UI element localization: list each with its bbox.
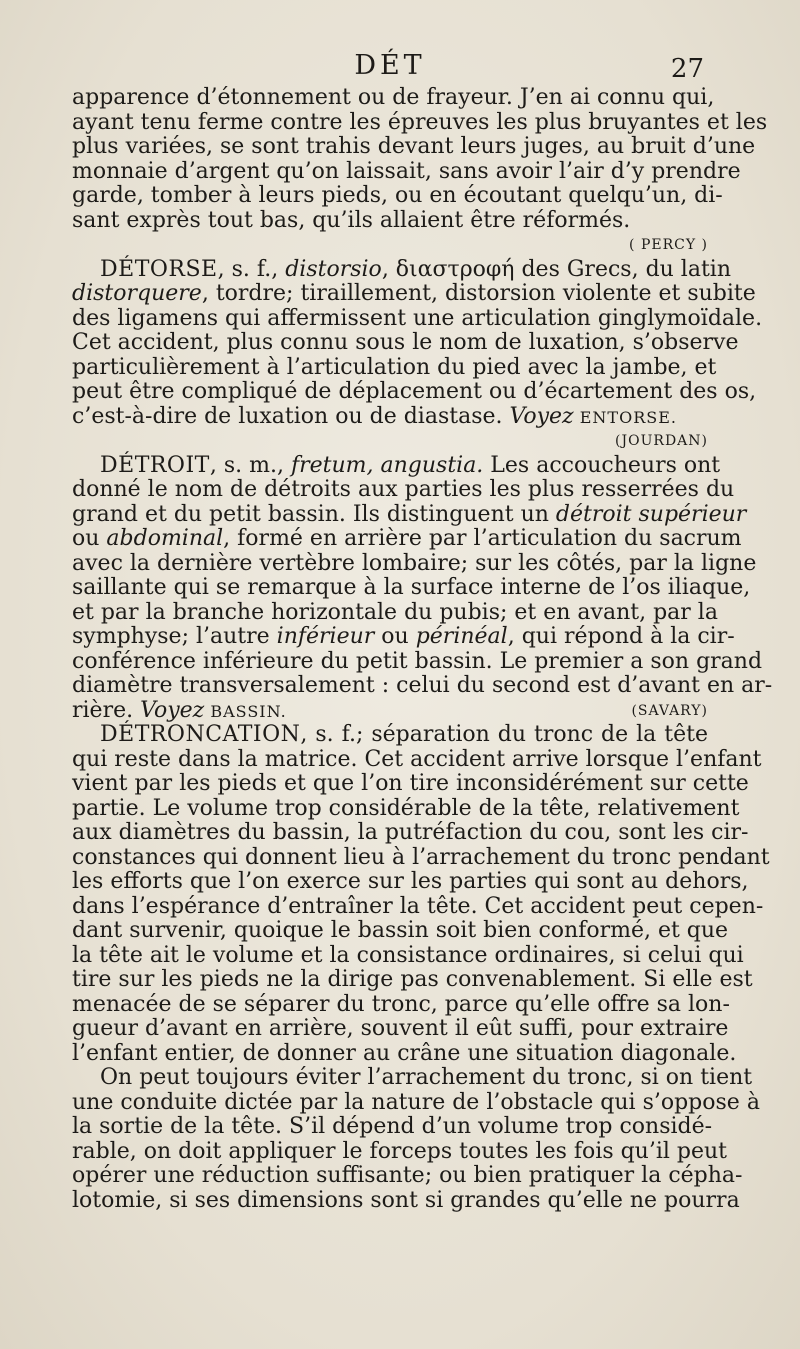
author-signature: ( PERCY ) [629,237,708,253]
latin-term: fretum, angustia. [290,452,484,478]
text-line: sant exprès tout bas, qu’ils allaient être réformés. [72,207,631,233]
text-line: diamètre transversalement : celui du second est d’avant en ar- [72,673,773,698]
text-line: peut être compliqué de déplacement ou d’écartement des os, [72,379,757,404]
entry-detorse [72,256,763,454]
text-line: saillante qui se remarque à la surface interne de l’os iliaque, [72,575,751,600]
italic-term: périnéal [415,624,508,649]
page-body [72,85,773,1213]
text-line: garde, tomber à leurs pieds, ou en écoutant quelqu’un, di- [72,183,723,208]
text-span: , tordre; tiraillement, distorsion violente et subite [201,281,756,306]
cross-reference: BASSIN. [204,701,287,721]
text-span: , s. f.; séparation du tronc de la tête [300,722,708,747]
text-line [72,281,756,307]
latin-term: distorsio [285,256,382,282]
text-line: qui reste dans la matrice. Cet accident arrive lorsque l’enfant [72,746,762,772]
text-line: plus variées, se sont trahis devant leurs juges, au bruit d’une [72,134,756,159]
text-span: symphyse; l’autre [72,624,277,649]
entry-first-line [72,723,708,748]
entry-headword: DÉTROIT [100,452,210,478]
text-line: vient par les pieds et que l’on tire inconsidérément sur cette [72,771,749,796]
text-span: , s. f., [217,256,286,282]
text-line: monnaie d’argent qu’on laissait, sans avoir l’air d’y prendre [72,158,741,184]
text-line: donné le nom de détroits aux parties les plus resserrées du [72,477,735,502]
text-line [72,501,747,528]
text-line [72,699,708,724]
text-line: aux diamètres du bassin, la putréfaction du cou, sont les cir- [72,820,749,845]
text-line: dans l’espérance d’entraîner la tête. Cet accident peut cepen- [72,893,764,919]
text-line [72,405,708,430]
text-line: avec la dernière vertèbre lombaire; sur les côtés, par la ligne [72,550,757,576]
entry-detroncation [72,722,770,1066]
text-line [72,624,735,650]
text-span: grand et du petit bassin. Ils distinguent un [72,501,556,527]
text-line: l’enfant entier, de donner au crâne une situation diagonale. [72,1040,737,1066]
latin-term: distorquere [72,281,202,306]
cross-reference-label: Voyez [509,403,574,429]
text-span: ou [72,526,107,551]
paragraph [72,1065,760,1213]
text-span: rière. [72,697,141,723]
text-line: conférence inférieure du petit bassin. Le premier a son grand [72,648,763,674]
text-line: opérer une réduction suffisante; ou bien pratiquer la cépha- [72,1163,743,1188]
text-line: constances qui donnent lieu à l’arrachement du tronc pendant [72,844,770,870]
entry-headword: DÉTORSE [100,256,218,282]
italic-term: détroit supérieur [555,501,747,527]
text-line: partie. Le volume trop considérable de la tête, relativement [72,795,740,821]
entry-headword: DÉTRONCATION [100,722,301,747]
text-span: , qui répond à la cir- [507,624,735,649]
page-header [72,50,708,90]
text-line: la sortie de la tête. S’il dépend d’un volume trop considé- [72,1114,713,1139]
entry-first-line [72,256,732,283]
text-line: la tête ait le volume et la consistance ordinaires, si celui qui [72,942,744,968]
text-line: apparence d’étonnement ou de frayeur. J’en ai connu qui, [72,85,715,110]
text-line: On peut toujours éviter l’arrachement du tronc, si on tient [100,1065,753,1090]
text-line: et par la branche horizontale du pubis; et en avant, par la [72,599,718,625]
italic-term: abdominal [106,526,224,551]
text-span: , s. m., [209,452,291,478]
text-line: rable, on doit appliquer le forceps toutes les fois qu’il peut [72,1138,728,1164]
text-span: ou [374,624,416,649]
cross-reference-label: Voyez [140,697,205,723]
text-line: lotomie, si ses dimensions sont si grandes qu’elle ne pourra [72,1187,740,1213]
author-signature: (SAVARY) [631,702,708,719]
text-line: dant survenir, quoique le bassin soit bien conformé, et que [72,918,729,943]
text-span: Les accoucheurs ont [483,452,721,478]
running-head: DÉT [354,50,426,81]
text-line: particulièrement à l’articulation du pied avec la jambe, et [72,354,717,380]
text-line: les efforts que l’on exerce sur les parties qui sont au dehors, [72,869,749,894]
author-signature: (JOURDAN) [615,433,708,449]
text-line: tire sur les pieds ne la dirige pas convenablement. Si elle est [72,967,753,992]
cross-reference: ENTORSE. [573,407,677,427]
text-line: gueur d’avant en arrière, souvent il eût suffi, pour extraire [72,1016,729,1041]
entry-first-line [72,452,721,479]
italic-term: inférieur [276,624,375,649]
text-line [72,526,742,552]
text-span: , formé en arrière par l’articulation du sacrum [223,526,742,551]
entry-detroit [72,452,773,724]
text-line: des ligamens qui affermissent une articulation ginglymoïdale. [72,305,763,331]
text-line: ayant tenu ferme contre les épreuves les plus bruyantes et les [72,109,768,135]
text-line: menacée de se séparer du tronc, parce qu’elle offre sa lon- [72,991,730,1017]
text-span: c’est-à-dire de luxation ou de diastase. [72,403,510,429]
text-span: , διαστροφή des Grecs, du latin [381,256,732,282]
text-line: une conduite dictée par la nature de l’obstacle qui s’oppose à [72,1089,760,1115]
page-number: 27 [670,54,704,84]
text-line: Cet accident, plus connu sous le nom de luxation, s’observe [72,330,739,355]
